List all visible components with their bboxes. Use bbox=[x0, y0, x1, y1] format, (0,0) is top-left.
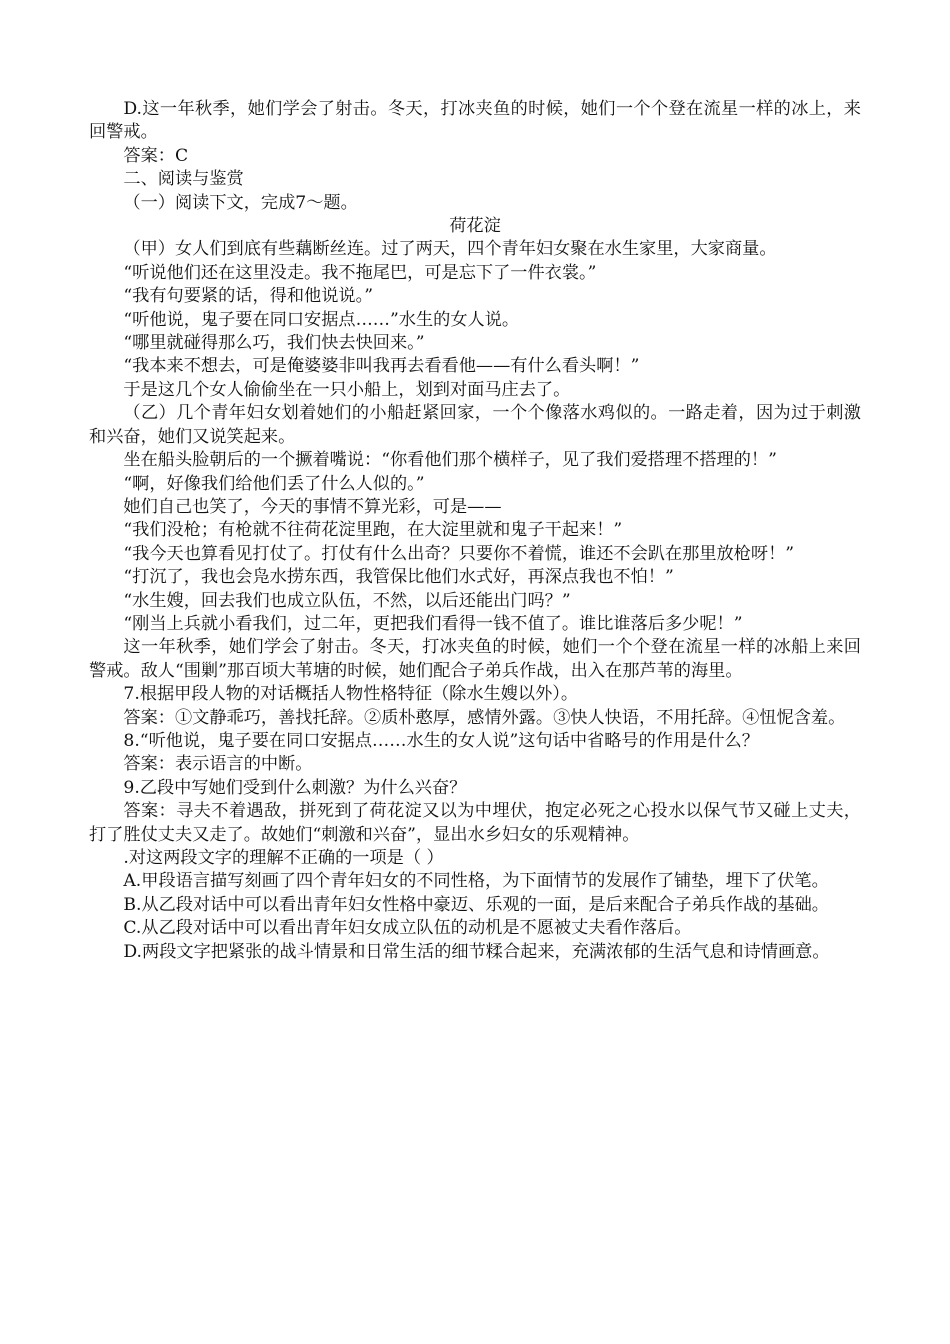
passage-paragraph: “我今天也算看见打仗了。打仗有什么出奇？只要你不着慌，谁还不会趴在那里放枪呀！” bbox=[123, 543, 795, 564]
subsection-heading: （一）阅读下文，完成7～题。 bbox=[123, 192, 358, 213]
passage-paragraph: “听说他们还在这里没走。我不拖尾巴，可是忘下了一件衣裳。” bbox=[123, 262, 597, 283]
answer-8: 答案：表示语言的中断。 bbox=[123, 754, 313, 775]
passage-paragraph: 她们自己也笑了，今天的事情不算光彩，可是—— bbox=[123, 496, 502, 517]
option-a: A.甲段语言描写刻画了四个青年妇女的不同性格，为下面情节的发展作了铺垫，埋下了伏笔。 bbox=[123, 871, 829, 892]
passage-paragraph: “我本来不想去，可是俺婆婆非叫我再去看看他——有什么看头啊！” bbox=[123, 356, 640, 377]
answer-7: 答案：①文静乖巧，善找托辞。②质朴憨厚，感情外露。③快人快语，不用托辞。④忸怩含羞。 bbox=[123, 707, 846, 728]
answer-9: 答案：寻夫不着遇敌，拼死到了荷花淀又以为中埋伏，抱定必死之心投水以保气节又碰上丈夫，打了胜仗丈夫又走了。故她们“刺激和兴奋”，显出水乡妇女的乐观精神。 bbox=[89, 801, 861, 845]
question-10: .对这两段文字的理解不正确的一项是（ ） bbox=[123, 848, 444, 868]
option-c: C.从乙段对话中可以看出青年妇女成立队伍的动机是不愿被丈夫看作落后。 bbox=[123, 918, 692, 939]
answer-previous: 答案：C bbox=[123, 145, 189, 166]
passage-paragraph: “刚当上兵就小看我们，过二年，更把我们看得一钱不值了。谁比谁落后多少呢！” bbox=[123, 613, 743, 634]
document-page bbox=[89, 98, 861, 964]
question-9: 9.乙段中写她们受到什么刺激？为什么兴奋？ bbox=[123, 777, 467, 798]
option-d: D.两段文字把紧张的战斗情景和日常生活的细节糅合起来，充满浓郁的生活气息和诗情画意。 bbox=[123, 941, 830, 962]
passage-paragraph: “我有句要紧的话，得和他说说。” bbox=[123, 286, 373, 307]
passage-paragraph: “水生嫂，回去我们也成立队伍，不然，以后还能出门吗？” bbox=[123, 590, 571, 611]
passage-paragraph: 这一年秋季，她们学会了射击。冬天，打冰夹鱼的时候，她们一个个登在流星一样的冰船上来回警戒。敌人“围剿”那百顷大苇塘的时候，她们配合子弟兵作战，出入在那芦苇的海里。 bbox=[89, 637, 861, 681]
section-heading: 二、阅读与鉴赏 bbox=[123, 169, 244, 190]
option-d-previous: D.这一年秋季，她们学会了射击。冬天，打冰夹鱼的时候，她们一个个登在流星一样的冰上，来回警戒。 bbox=[89, 99, 861, 143]
option-b: B.从乙段对话中可以看出青年妇女性格中豪迈、乐观的一面，是后来配合子弟兵作战的基础。 bbox=[123, 894, 829, 915]
passage-paragraph: （乙）几个青年妇女划着她们的小船赶紧回家，一个个像落水鸡似的。一路走着，因为过于刺激和兴奋，她们又说笑起来。 bbox=[89, 403, 861, 447]
passage-paragraph: “我们没枪；有枪就不往荷花淀里跑，在大淀里就和鬼子干起来！” bbox=[123, 520, 623, 541]
passage-title: 荷花淀 bbox=[449, 216, 501, 237]
passage-paragraph: “啊，好像我们给他们丢了什么人似的。” bbox=[123, 473, 425, 494]
passage-paragraph: “哪里就碰得那么巧，我们快去快回来。” bbox=[123, 333, 425, 354]
question-7: 7.根据甲段人物的对话概括人物性格特征（除水生嫂以外）。 bbox=[123, 684, 579, 705]
passage-paragraph: “打沉了，我也会凫水捞东西，我管保比他们水式好，再深点我也不怕！” bbox=[123, 567, 674, 588]
passage-paragraph: 于是这几个女人偷偷坐在一只小船上，划到对面马庄去了。 bbox=[123, 379, 571, 400]
question-8: 8.“听他说，鬼子要在同口安据点……水生的女人说”这句话中省略号的作用是什么？ bbox=[123, 730, 759, 751]
passage-paragraph: 坐在船头脸朝后的一个撅着嘴说：“你看他们那个横样子，见了我们爱搭理不搭理的！” bbox=[123, 450, 777, 471]
passage-paragraph: “听他说，鬼子要在同口安据点……”水生的女人说。 bbox=[123, 309, 520, 330]
passage-paragraph: （甲）女人们到底有些藕断丝连。过了两天，四个青年妇女聚在水生家里，大家商量。 bbox=[123, 239, 777, 260]
